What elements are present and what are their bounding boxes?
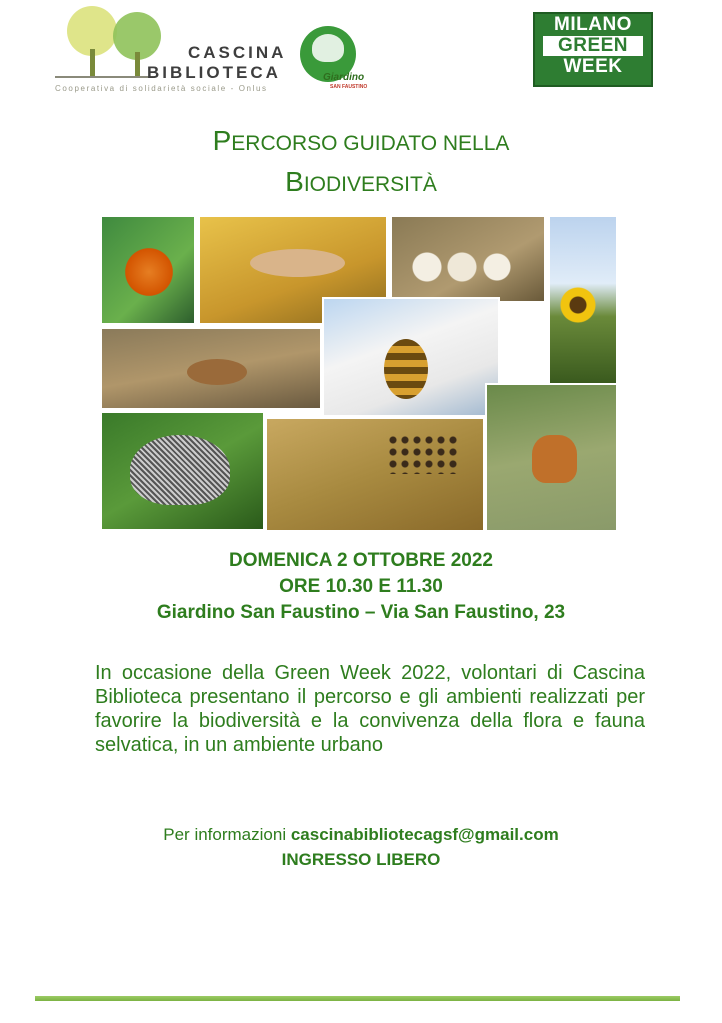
giardino-sub-label: SAN FAUSTINO	[330, 84, 368, 90]
event-time: ORE 10.30 E 11.30	[279, 576, 443, 597]
title-line1	[0, 122, 722, 163]
giardino-label: Giardino	[323, 72, 365, 83]
title-rest: ERCORSO GUIDATO NELLA	[231, 132, 510, 155]
logo-week: WEEK	[563, 56, 623, 77]
logo-milano: MILANO	[554, 14, 632, 35]
contact-line	[0, 822, 722, 847]
photo-hedgehog	[100, 411, 265, 531]
logo-line2: BIBLIOTECA	[147, 63, 281, 82]
milano-green-week-logo	[533, 12, 653, 87]
logo-line1: CASCINA	[188, 43, 287, 62]
photo-bee	[322, 297, 500, 417]
photo-eggs	[390, 215, 546, 303]
title-line2	[0, 163, 722, 204]
entry-text: INGRESSO LIBERO	[281, 850, 441, 869]
title-rest: IODIVERSITÀ	[303, 173, 437, 196]
photo-butterfly	[100, 215, 196, 325]
contact-info	[0, 822, 722, 872]
page-title	[0, 122, 722, 204]
logo-green: GREEN	[543, 36, 643, 56]
event-description: In occasione della Green Week 2022, volontari di Cascina Biblioteca presentano il percorso e gli ambienti realizzati per favorire la biodiversità e la convivenza della flora e fauna selvatica, in un ambiente urbano	[95, 662, 645, 756]
title-cap: B	[285, 166, 304, 197]
photo-sunflower	[548, 215, 618, 385]
title-cap: P	[212, 125, 232, 156]
photo-rat	[100, 327, 322, 410]
logo-ground-line	[55, 76, 155, 78]
event-info	[0, 548, 722, 626]
cascina-biblioteca-logo	[55, 4, 385, 94]
photo-tadpoles	[265, 417, 485, 532]
footer-divider	[35, 996, 680, 1001]
tree-trunk	[135, 52, 140, 77]
event-place: Giardino San Faustino – Via San Faustino, 23	[156, 602, 566, 623]
contact-prefix: Per informazioni	[163, 825, 291, 844]
event-date: DOMENICA 2 OTTOBRE 2022	[229, 550, 493, 571]
tree-trunk	[90, 49, 95, 77]
logo-tagline: Cooperativa di solidarietà sociale - Onlus	[55, 84, 268, 93]
photo-fox	[485, 383, 618, 532]
entry-label	[0, 847, 722, 872]
contact-email[interactable]: cascinabibliotecagsf@gmail.com	[290, 825, 559, 844]
